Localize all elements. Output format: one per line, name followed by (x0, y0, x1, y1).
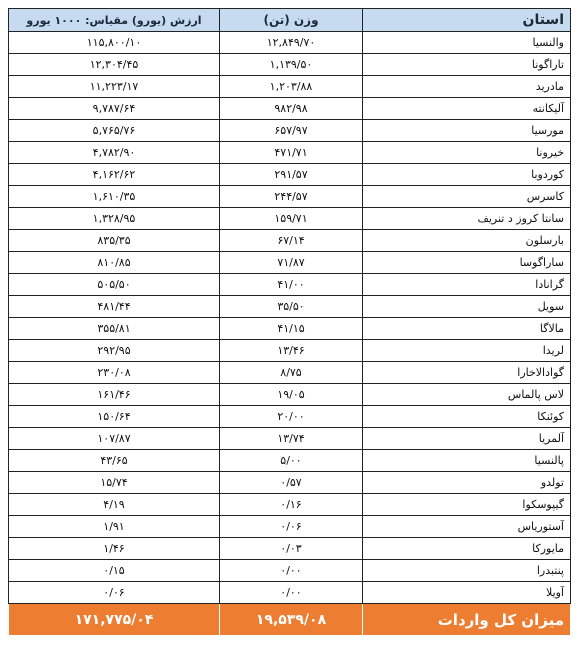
cell-value: ۱,۶۱۰/۳۵ (9, 186, 220, 208)
cell-province: پنتبدرا (363, 560, 571, 582)
cell-value: ۱۶۱/۴۶ (9, 384, 220, 406)
cell-weight: ۱۳/۷۴ (220, 428, 363, 450)
total-weight: ۱۹,۵۳۹/۰۸ (220, 604, 363, 636)
table-row (9, 142, 571, 164)
table-row (9, 76, 571, 98)
cell-weight: ۳۵/۵۰ (220, 296, 363, 318)
cell-value: ۴۳/۶۵ (9, 450, 220, 472)
cell-weight: ۱۳/۴۶ (220, 340, 363, 362)
cell-weight: ۰/۱۶ (220, 494, 363, 516)
header-value: ارزش (یورو) مقیاس: ۱۰۰۰ یورو (9, 9, 220, 32)
table-row (9, 340, 571, 362)
cell-weight: ۱۲,۸۴۹/۷۰ (220, 32, 363, 54)
cell-province: آویلا (363, 582, 571, 604)
table-row (9, 362, 571, 384)
cell-weight: ۴۱/۱۵ (220, 318, 363, 340)
cell-weight: ۲۴۴/۵۷ (220, 186, 363, 208)
table-row (9, 582, 571, 604)
table-row (9, 472, 571, 494)
cell-province: سانتا کروز د تنریف (363, 208, 571, 230)
cell-value: ۴/۱۹ (9, 494, 220, 516)
imports-table-container (8, 8, 570, 636)
cell-weight: ۰/۰۰ (220, 560, 363, 582)
cell-value: ۵۰۵/۵۰ (9, 274, 220, 296)
table-row (9, 98, 571, 120)
table-row (9, 318, 571, 340)
cell-weight: ۹۸۲/۹۸ (220, 98, 363, 120)
table-row (9, 384, 571, 406)
cell-weight: ۲۰/۰۰ (220, 406, 363, 428)
cell-value: ۴۸۱/۴۴ (9, 296, 220, 318)
cell-weight: ۵/۰۰ (220, 450, 363, 472)
cell-weight: ۱,۲۰۳/۸۸ (220, 76, 363, 98)
table-row (9, 428, 571, 450)
cell-province: آلمریا (363, 428, 571, 450)
cell-weight: ۰/۵۷ (220, 472, 363, 494)
table-row (9, 54, 571, 76)
cell-weight: ۱,۱۳۹/۵۰ (220, 54, 363, 76)
cell-province: تولدو (363, 472, 571, 494)
table-row (9, 538, 571, 560)
cell-value: ۱۲,۳۰۴/۴۵ (9, 54, 220, 76)
cell-value: ۵,۷۶۵/۷۶ (9, 120, 220, 142)
cell-weight: ۸/۷۵ (220, 362, 363, 384)
cell-province: پالنسیا (363, 450, 571, 472)
cell-province: ساراگوسا (363, 252, 571, 274)
cell-value: ۲۹۲/۹۵ (9, 340, 220, 362)
cell-province: مادرید (363, 76, 571, 98)
cell-value: ۱۵۰/۶۴ (9, 406, 220, 428)
total-value: ۱۷۱,۷۷۵/۰۴ (9, 604, 220, 636)
table-header (9, 9, 571, 32)
table-row (9, 560, 571, 582)
header-row (9, 9, 571, 32)
cell-province: گوادالاخارا (363, 362, 571, 384)
cell-province: مالاگا (363, 318, 571, 340)
cell-weight: ۲۹۱/۵۷ (220, 164, 363, 186)
cell-province: مایورکا (363, 538, 571, 560)
table-row (9, 208, 571, 230)
cell-value: ۱/۹۱ (9, 516, 220, 538)
cell-province: گیپوسکوا (363, 494, 571, 516)
cell-value: ۹,۷۸۷/۶۴ (9, 98, 220, 120)
cell-weight: ۶۵۷/۹۷ (220, 120, 363, 142)
cell-weight: ۰/۰۳ (220, 538, 363, 560)
table-row (9, 406, 571, 428)
cell-province: آلیکانته (363, 98, 571, 120)
cell-weight: ۶۷/۱۴ (220, 230, 363, 252)
cell-value: ۲۳۰/۰۸ (9, 362, 220, 384)
cell-weight: ۴۱/۰۰ (220, 274, 363, 296)
cell-province: خیرونا (363, 142, 571, 164)
cell-province: مورسیا (363, 120, 571, 142)
cell-province: کوئنکا (363, 406, 571, 428)
cell-weight: ۱۹/۰۵ (220, 384, 363, 406)
table-row (9, 252, 571, 274)
cell-value: ۸۳۵/۳۵ (9, 230, 220, 252)
table-row (9, 516, 571, 538)
table-row (9, 164, 571, 186)
cell-weight: ۰/۰۶ (220, 516, 363, 538)
cell-province: گرانادا (363, 274, 571, 296)
cell-value: ۱,۳۲۸/۹۵ (9, 208, 220, 230)
cell-province: والنسیا (363, 32, 571, 54)
total-row (9, 604, 571, 636)
cell-value: ۴,۱۶۲/۶۲ (9, 164, 220, 186)
cell-value: ۱۱۵,۸۰۰/۱۰ (9, 32, 220, 54)
header-weight: وزن (تن) (220, 9, 363, 32)
table-row (9, 274, 571, 296)
table-row (9, 186, 571, 208)
cell-province: لریدا (363, 340, 571, 362)
table-row (9, 296, 571, 318)
cell-province: تاراگونا (363, 54, 571, 76)
table-row (9, 450, 571, 472)
table-body (9, 32, 571, 604)
cell-value: ۱۱,۲۲۳/۱۷ (9, 76, 220, 98)
table-row (9, 494, 571, 516)
cell-value: ۴,۷۸۲/۹۰ (9, 142, 220, 164)
cell-province: لاس پالماس (363, 384, 571, 406)
cell-value: ۰/۱۵ (9, 560, 220, 582)
header-province: استان (363, 9, 571, 32)
cell-value: ۱/۴۶ (9, 538, 220, 560)
imports-table (8, 8, 571, 636)
cell-province: کوردوبا (363, 164, 571, 186)
total-label: میزان کل واردات (363, 604, 571, 636)
cell-province: بارسلون (363, 230, 571, 252)
table-row (9, 32, 571, 54)
cell-value: ۰/۰۶ (9, 582, 220, 604)
table-footer (9, 604, 571, 636)
table-row (9, 120, 571, 142)
cell-province: کاسرس (363, 186, 571, 208)
cell-value: ۸۱۰/۸۵ (9, 252, 220, 274)
cell-province: آستوریاس (363, 516, 571, 538)
table-row (9, 230, 571, 252)
cell-value: ۳۵۵/۸۱ (9, 318, 220, 340)
cell-weight: ۱۵۹/۷۱ (220, 208, 363, 230)
cell-weight: ۴۷۱/۷۱ (220, 142, 363, 164)
cell-value: ۱۵/۷۴ (9, 472, 220, 494)
cell-weight: ۰/۰۰ (220, 582, 363, 604)
cell-weight: ۷۱/۸۷ (220, 252, 363, 274)
cell-value: ۱۰۷/۸۷ (9, 428, 220, 450)
cell-province: سویل (363, 296, 571, 318)
